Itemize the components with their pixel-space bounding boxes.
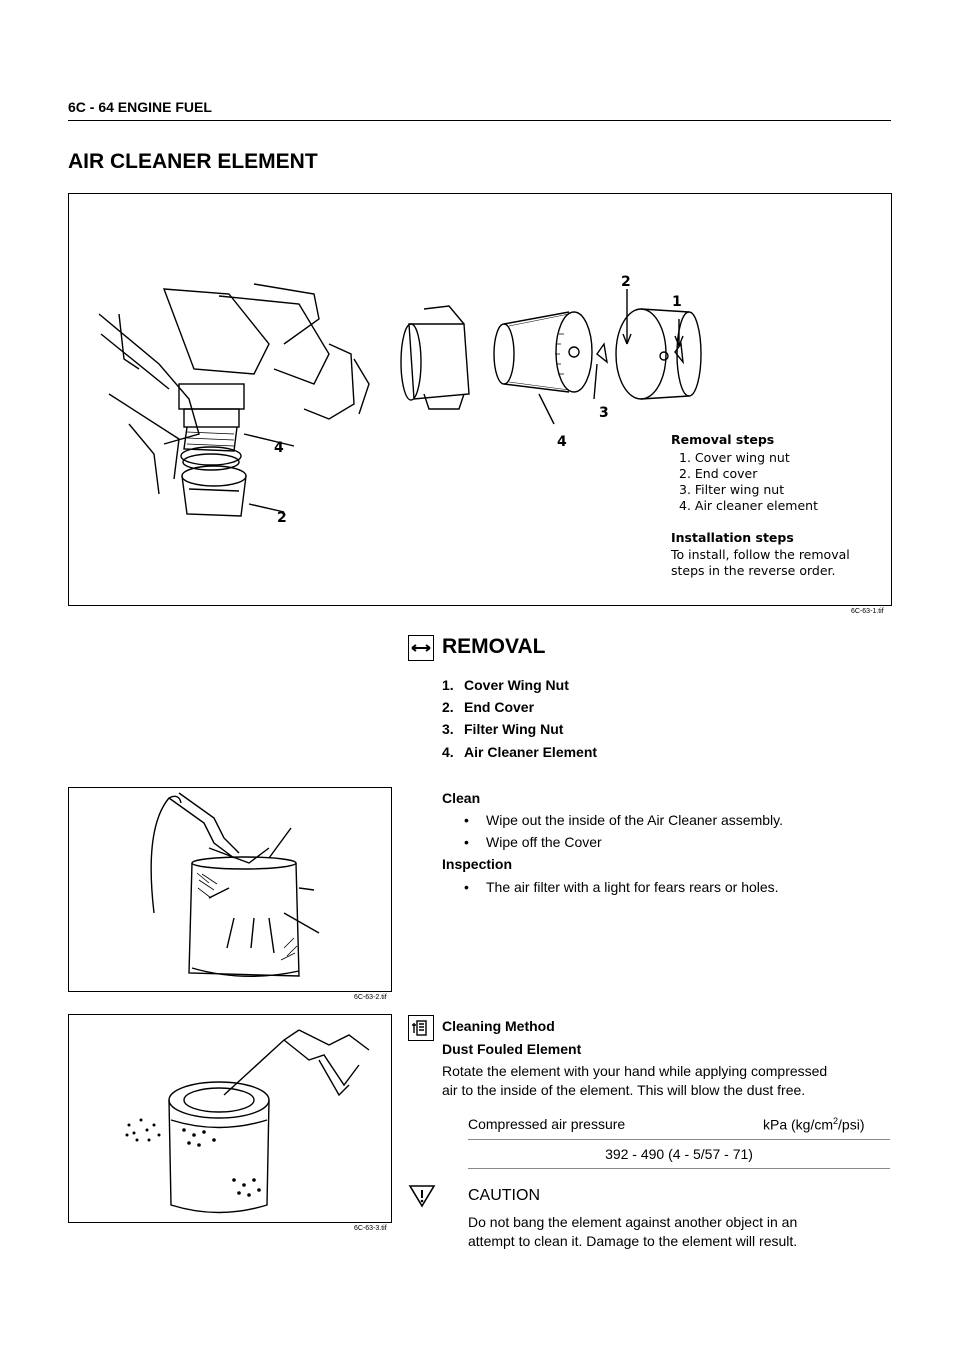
compressed-air-illustration xyxy=(69,1015,391,1222)
callout-2-left: 2 xyxy=(277,510,287,526)
installation-steps-heading: Installation steps xyxy=(671,530,794,545)
installation-line-2: steps in the reverse order. xyxy=(671,563,836,578)
figure-compressed-air xyxy=(68,1014,392,1223)
dust-fouled-heading: Dust Fouled Element xyxy=(442,1041,582,1057)
callout-3: 3 xyxy=(599,405,609,421)
figure3-caption: 6C-63-3.tif xyxy=(354,1225,387,1232)
page-header: 6C - 64 ENGINE FUEL xyxy=(68,99,212,115)
cleaning-icon xyxy=(408,1015,434,1041)
figure-wipe-housing xyxy=(68,787,392,992)
removal-step-3: 3. Filter wing nut xyxy=(679,482,785,497)
cleaning-body-line: air to the inside of the element. This will blow the dust free. xyxy=(442,1082,806,1098)
caution-title: CAUTION xyxy=(468,1187,540,1204)
callout-4-left: 4 xyxy=(274,440,284,456)
callout-1: 1 xyxy=(672,294,682,310)
spec-rule-bottom xyxy=(468,1168,890,1169)
figure1-caption: 6C-63-1.tif xyxy=(851,608,884,615)
removal-step-1: 1. Cover wing nut xyxy=(679,450,790,465)
removal-steps-heading: Removal steps xyxy=(671,432,775,447)
spec-rule-top xyxy=(468,1139,890,1140)
clean-heading: Clean xyxy=(442,790,481,806)
caution-line: attempt to clean it. Damage to the element will result. xyxy=(468,1233,798,1249)
spec-value: 392 - 490 (4 - 5/57 - 71) xyxy=(605,1146,753,1162)
callout-4: 4 xyxy=(557,434,567,450)
removal-item: 2. End Cover xyxy=(442,699,535,715)
spec-unit: kPa $(kg/cm^2/psi)$ xyxy=(763,1116,865,1133)
cleaning-method-heading: Cleaning Method xyxy=(442,1018,555,1034)
inspection-heading: Inspection xyxy=(442,856,513,872)
removal-step-4: 4. Air cleaner element xyxy=(679,498,819,513)
remove-arrows-icon xyxy=(408,635,434,661)
figure2-caption: 6C-63-2.tif xyxy=(354,994,387,1001)
removal-item: 3. Filter Wing Nut xyxy=(442,721,564,737)
inspection-bullet: • The air filter with a light for fears rears or holes. xyxy=(464,879,779,895)
clean-bullet: • Wipe off the Cover xyxy=(464,834,602,850)
wipe-housing-illustration xyxy=(69,788,391,991)
header-rule xyxy=(68,120,891,121)
page-title: AIR CLEANER ELEMENT xyxy=(68,150,318,173)
cleaning-body-line: Rotate the element with your hand while applying compressed xyxy=(442,1063,828,1079)
removal-title: REMOVAL xyxy=(442,635,546,658)
installation-line-1: To install, follow the removal xyxy=(671,547,850,562)
air-cleaner-illustration xyxy=(69,194,891,605)
removal-step-2: 2. End cover xyxy=(679,466,758,481)
callout-2: 2 xyxy=(621,274,631,290)
removal-item: 1. Cover Wing Nut xyxy=(442,677,569,693)
removal-item: 4. Air Cleaner Element xyxy=(442,744,598,760)
clean-bullet: • Wipe out the inside of the Air Cleaner assembly. xyxy=(464,812,784,828)
caution-line: Do not bang the element against another object in an xyxy=(468,1214,798,1230)
figure-air-cleaner-exploded xyxy=(68,193,892,606)
spec-label: Compressed air pressure xyxy=(468,1116,626,1132)
warning-icon xyxy=(408,1184,436,1208)
